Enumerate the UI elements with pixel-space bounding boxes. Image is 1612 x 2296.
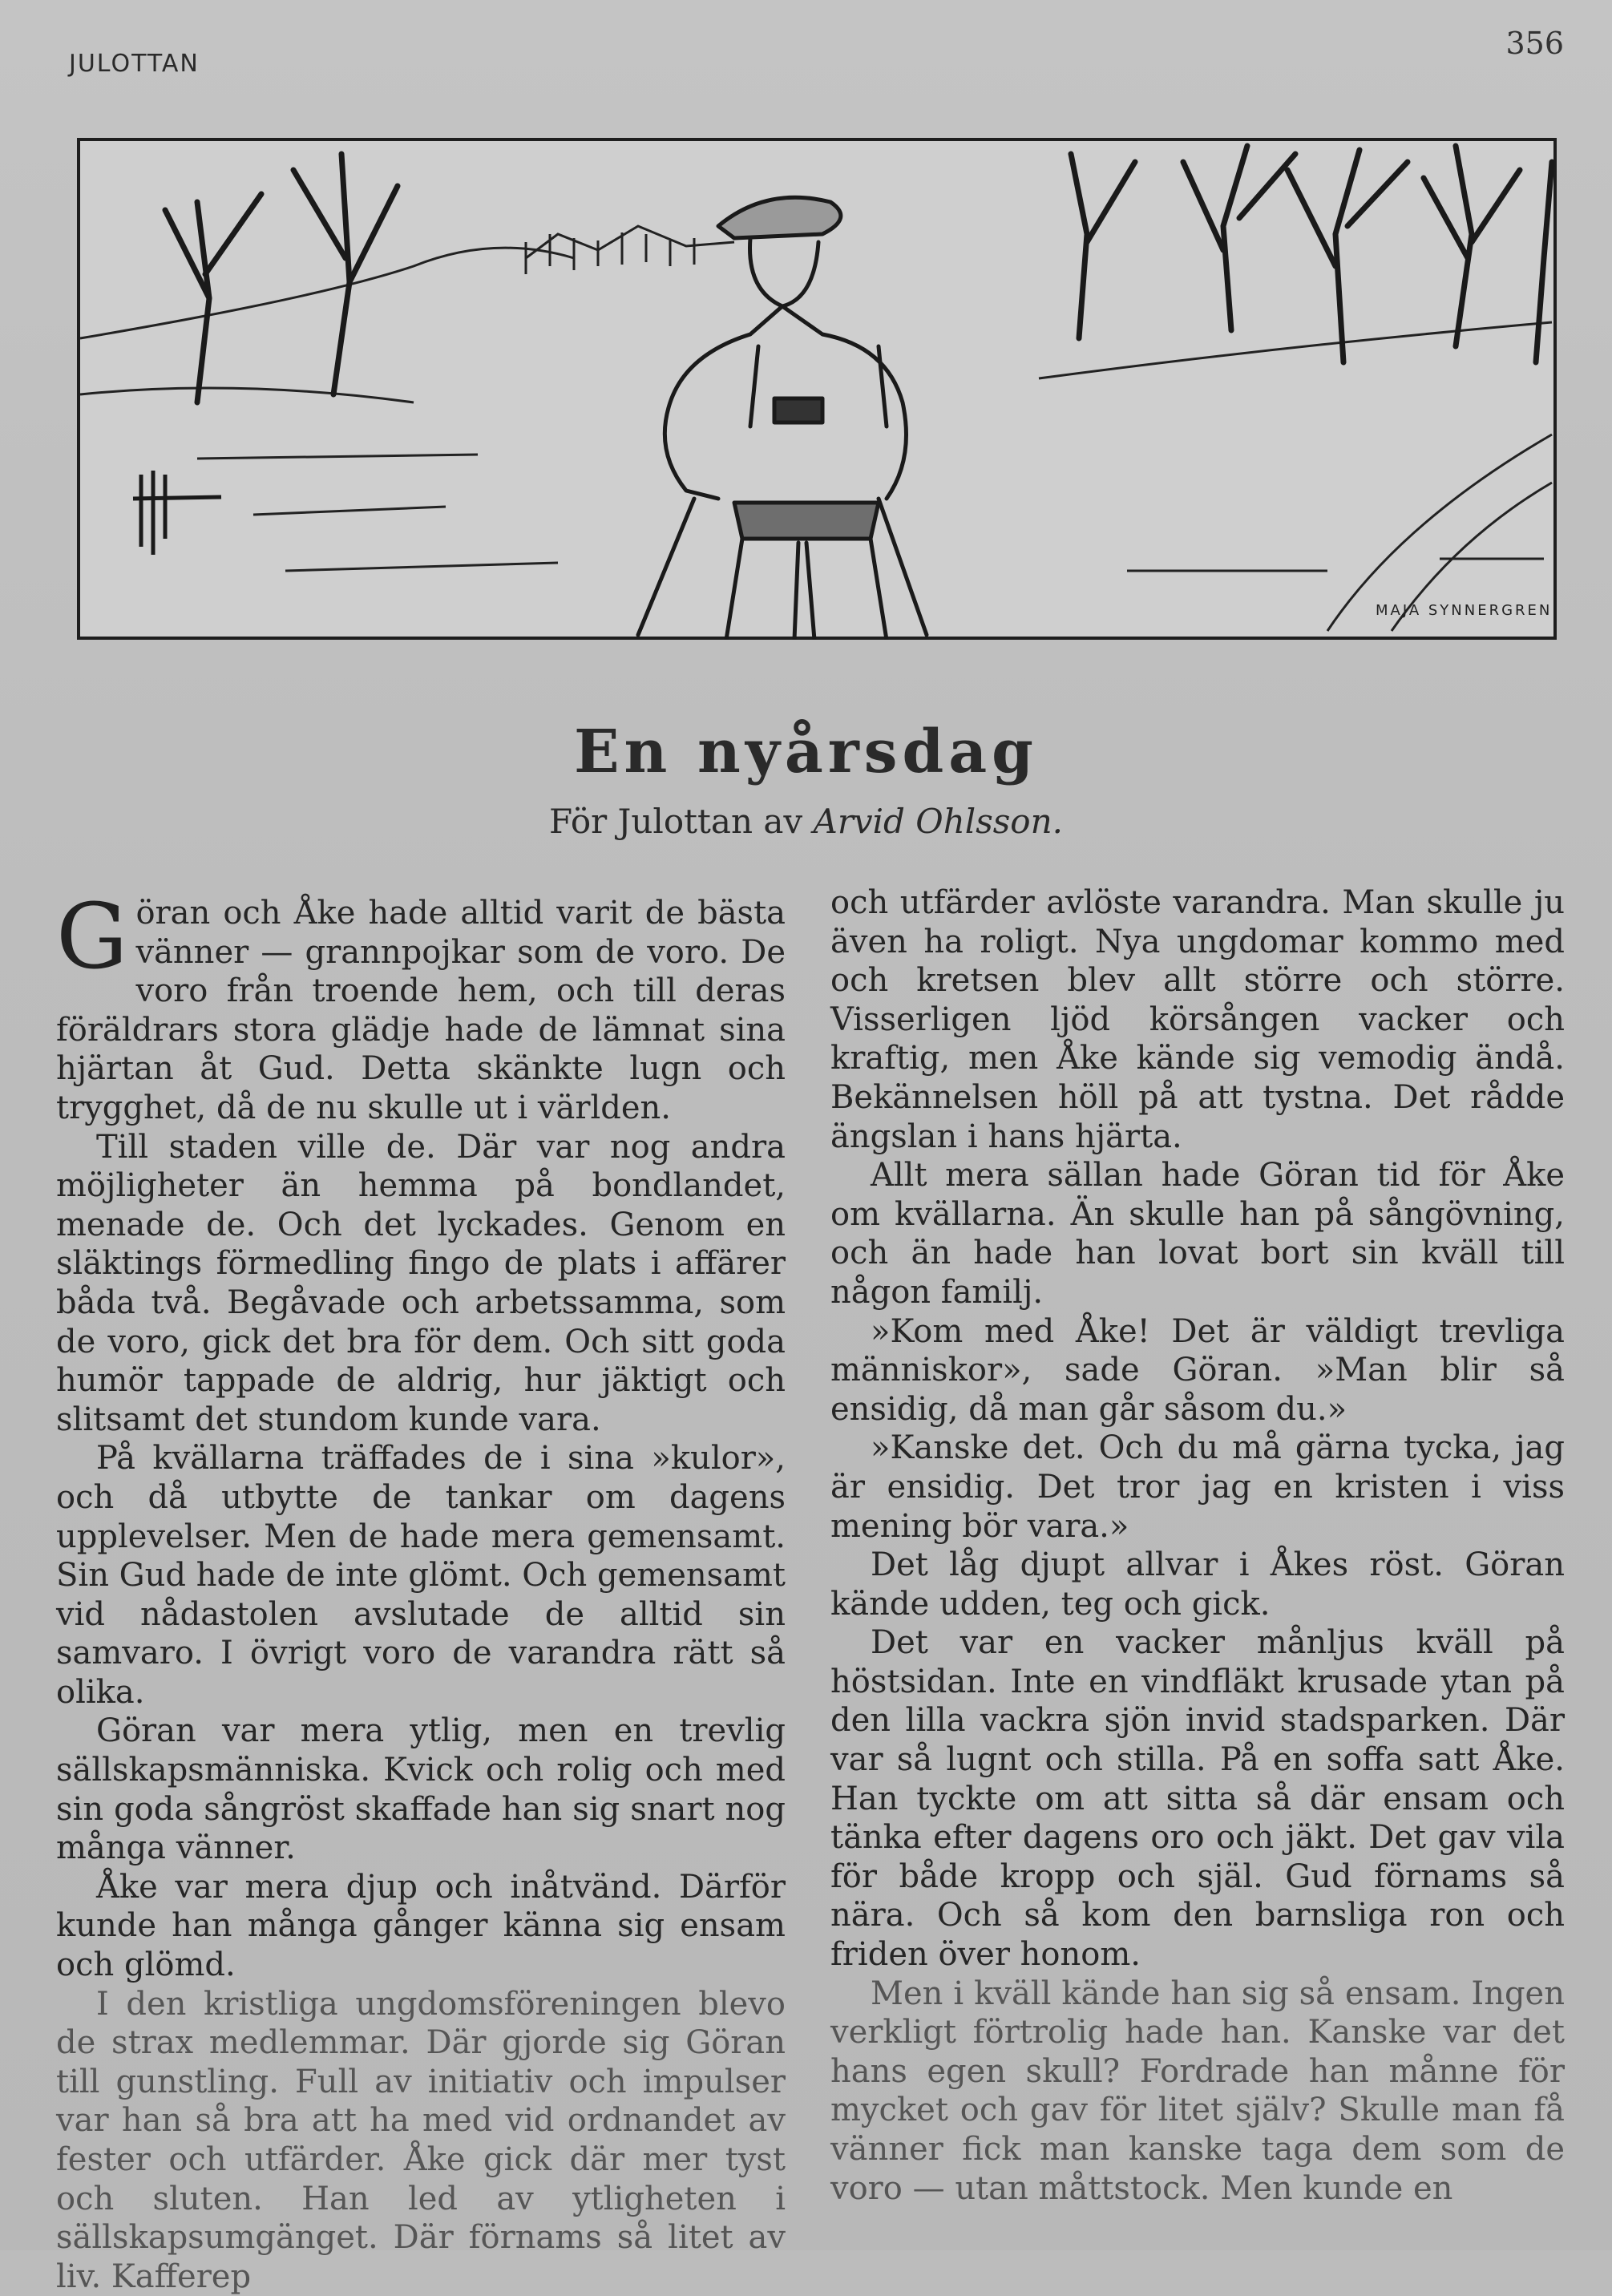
paragraph	[56, 885, 786, 1128]
article-title: En nyårsdag	[574, 718, 1038, 786]
paragraph: Göran var mera ytlig, men en trevlig sällskapsmänniska. Kvick och rolig och med sin goda sångröst skaffade han sig snart nog många vänner.	[56, 1712, 786, 1867]
paragraph-text: öran och Åke hade alltid varit de bästa vänner — grannpojkar som de voro. De voro från troende hem, och till deras föräldrars stora glädje hade de lämnat sina hjärtan åt Gud. Detta skänkte lugn och trygghet, då de nu skulle ut i världen.	[56, 895, 786, 1126]
paragraph: Till staden ville de. Där var nog andra möjligheter än hemma på bondlandet, menade de. Och det lyckades. Genom en släktings förmedling fingo de plats i affärer båda två. Begåvade och arbetssamma, som de voro, gick det bra för dem. Och sitt goda humör tappade de aldrig, hur jäktigt och slitsamt det stundom kunde vara.	[56, 1128, 786, 1438]
paragraph: I den kristliga ungdomsföreningen blevo de strax medlemmar. Där gjorde sig Göran till gunstling. Full av initiativ och impulser var han så bra att ha med vid ordnandet av fester och utfärder. Åke gick där mer tyst och sluten. Han led av ytligheten i sällskapsumgänget. Där förnams så litet av liv. Kafferep	[56, 1985, 786, 2295]
left-column	[56, 885, 786, 2296]
paragraph: »Kom med Åke! Det är väldigt trevliga människor», sade Göran. »Man blir så ensidig, då man går såsom du.»	[830, 1312, 1565, 1428]
author-name: Arvid Ohlsson.	[813, 802, 1063, 841]
paragraph: Allt mera sällan hade Göran tid för Åke om kvällarna. Än skulle han på sångövning, och än hade han lovat bort sin kväll till någon familj.	[830, 1157, 1565, 1311]
paragraph: Men i kväll kände han sig så ensam. Ingen verkligt förtrolig hade han. Kanske var det hans egen skull? Fordrade han månne för mycket och gav för litet själv? Skulle man få vänner fick man kanske taga dem som de voro — utan måttstock. Men kunde en	[830, 1975, 1565, 2207]
paragraph: På kvällarna träffades de i sina »kulor», och då utbytte de tankar om dagens upplevelser. Men de hade mera gemensamt. Sin Gud hade de inte glömt. Och gemensamt vid nådastolen avslutade de alltid sin samvaro. I övrigt voro de varandra rätt så olika.	[56, 1440, 786, 1711]
paragraph: Det var en vacker månljus kväll på höstsidan. Inte en vindfläkt krusade ytan på den lilla vackra sjön invid stadsparken. Där var så lugnt och stilla. På en soffa satt Åke. Han tyckte om att sitta så där ensam och tänka efter dagens oro och jäkt. Det gav vila för både kropp och själ. Gud förnams så nära. Och så kom den barnsliga ron och friden över honom.	[830, 1624, 1565, 1974]
paragraph: Åke var mera djup och inåtvänd. Därför kunde han många gånger känna sig ensam och glömd.	[56, 1868, 786, 1984]
paragraph: och utfärder avlöste varandra. Man skulle ju även ha roligt. Nya ungdomar kommo med och kretsen blev allt större och större. Visserligen ljöd körsången vacker och kraftig, men Åke kände sig vemodig ändå. Bekännelsen höll på att tystna. Det rådde ängslan i hans hjärta.	[830, 884, 1565, 1155]
paragraph: »Kanske det. Och du må gärna tycka, jag är ensidig. Det tror jag en kristen i viss mening bör vara.»	[830, 1429, 1565, 1545]
ink-illustration	[77, 138, 1557, 640]
illustration-signature: MAJA SYNNERGREN	[1376, 602, 1553, 619]
running-title: JULOTTAN	[69, 50, 200, 78]
paragraph: Det låg djupt allvar i Åkes röst. Göran kände udden, teg och gick.	[830, 1546, 1565, 1623]
drop-cap: G	[56, 885, 128, 989]
right-column	[830, 883, 1565, 2208]
byline	[0, 802, 1612, 841]
page-number: 356	[1505, 26, 1564, 61]
byline-prefix: För Julottan av	[548, 802, 803, 841]
